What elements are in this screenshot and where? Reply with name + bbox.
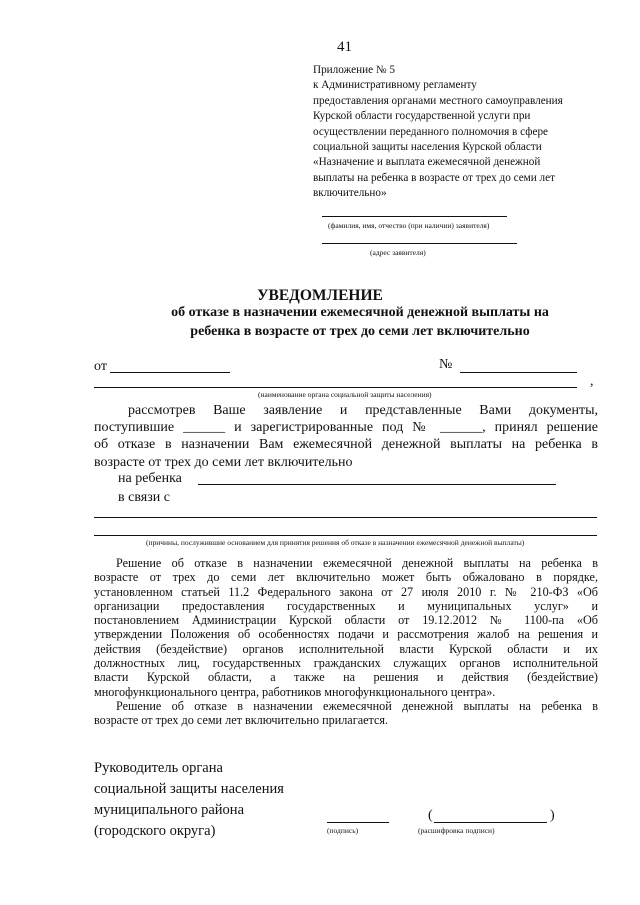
reason-line-2	[94, 535, 597, 536]
number-line	[460, 372, 577, 373]
paragraph-attached	[94, 699, 598, 728]
appendix-line: осуществлении переданного полномочия в сфере	[313, 125, 549, 138]
para1-line: поступившие ______ и зарегистрированные под № ______, принял решение	[94, 420, 598, 436]
decode-close-paren: )	[550, 808, 555, 823]
para2-line: Решение об отказе в назначении ежемесячной денежной выплаты на ребенка в	[116, 556, 598, 570]
number-label: №	[439, 357, 453, 372]
organ-caption: (наименование органа социальной защиты населения)	[258, 390, 432, 399]
decode-caption: (расшифровка подписи)	[418, 826, 495, 835]
page-number: 41	[337, 39, 352, 55]
signatory-line: муниципального района	[94, 802, 244, 818]
reason-line-1	[94, 517, 597, 518]
appendix-line: выплаты на ребенка в возрасте от трех до семи лет	[313, 171, 555, 184]
appendix-line: включительно»	[313, 187, 387, 200]
decode-line	[434, 822, 547, 823]
applicant-address-caption: (адрес заявителя)	[370, 248, 426, 257]
para2-line: постановлением Администрации Курской области от 19.12.2012 № 1100-па «Об	[94, 613, 598, 628]
subtitle-line-1: об отказе в назначении ежемесячной денежной выплаты на	[171, 305, 549, 320]
organ-comma: ,	[590, 374, 594, 389]
date-line	[110, 372, 230, 373]
appendix-line: социальной защиты населения Курской области	[313, 141, 542, 154]
para2-line: установленном статьей 11.2 Федерального закона от 27 июля 2010 г. № 210-ФЗ «Об	[94, 584, 598, 599]
appendix-line: Курской области государственной услуги при	[313, 110, 531, 123]
from-label: от	[94, 359, 107, 374]
para1-line: об отказе в назначении Вам ежемесячной денежной выплаты на ребенка в	[94, 437, 598, 453]
signature-line	[327, 822, 389, 823]
para3-line: возрасте от трех до семи лет включительно прилагается.	[94, 713, 389, 728]
appendix-line: предоставления органами местного самоуправления	[313, 94, 563, 107]
paragraph-considered	[94, 402, 598, 471]
document-title: УВЕДОМЛЕНИЕ	[257, 287, 383, 304]
para2-line: действия (бездействие) органов исполнительной власти Курской области и их	[94, 641, 598, 656]
signatory-line: (городского округа)	[94, 823, 216, 839]
subtitle-line-2: ребенка в возрасте от трех до семи лет включительно	[190, 324, 530, 339]
para1-line: возрасте от трех до семи лет включительно	[94, 454, 353, 470]
para3-line: Решение об отказе в назначении ежемесячной денежной выплаты на ребенка в	[116, 699, 598, 713]
signature-caption: (подпись)	[327, 826, 359, 835]
appendix-line: к Административному регламенту	[313, 79, 477, 92]
reasons-caption: (причины, послужившие основанием для принятия решения об отказе в назначении ежемесячной денежной выплаты)	[146, 538, 525, 547]
para2-line: должностных лиц, государственных гражданских служащих органов исполнительной	[94, 656, 598, 671]
para1-line: рассмотрев Ваше заявление и представленные Вами документы,	[128, 403, 598, 418]
organ-line	[94, 387, 577, 388]
para2-line: многофункционального центра, работников многофункционального центра».	[94, 684, 496, 699]
para2-line: власти Курской области, а также на решения и действия (бездействие)	[94, 670, 598, 685]
signatory-block	[94, 758, 284, 842]
para2-line: возрасте от трех до семи лет включительно может быть обжаловано в порядке,	[94, 570, 598, 585]
document-subtitle	[120, 303, 600, 341]
appendix-block	[313, 63, 598, 202]
child-label: на ребенка	[118, 471, 182, 486]
child-line	[198, 484, 556, 485]
decode-open-paren: (	[428, 808, 433, 823]
appendix-line: «Назначение и выплата ежемесячной денежной	[313, 156, 541, 169]
appendix-line: Приложение № 5	[313, 64, 395, 76]
signatory-line: Руководитель органа	[94, 760, 223, 776]
paragraph-appeal	[94, 556, 598, 699]
applicant-address-line	[322, 243, 517, 244]
applicant-name-line	[322, 216, 507, 217]
para2-line: утверждении Положения об особенностях подачи и рассмотрения жалоб на решения и	[94, 627, 598, 642]
para2-line: организации предоставления государственных и муниципальных услуг» и	[94, 598, 598, 613]
applicant-name-caption: (фамилия, имя, отчество (при наличии) заявителя)	[328, 221, 490, 230]
signatory-line: социальной защиты населения	[94, 781, 284, 797]
reason-label: в связи с	[118, 490, 170, 505]
